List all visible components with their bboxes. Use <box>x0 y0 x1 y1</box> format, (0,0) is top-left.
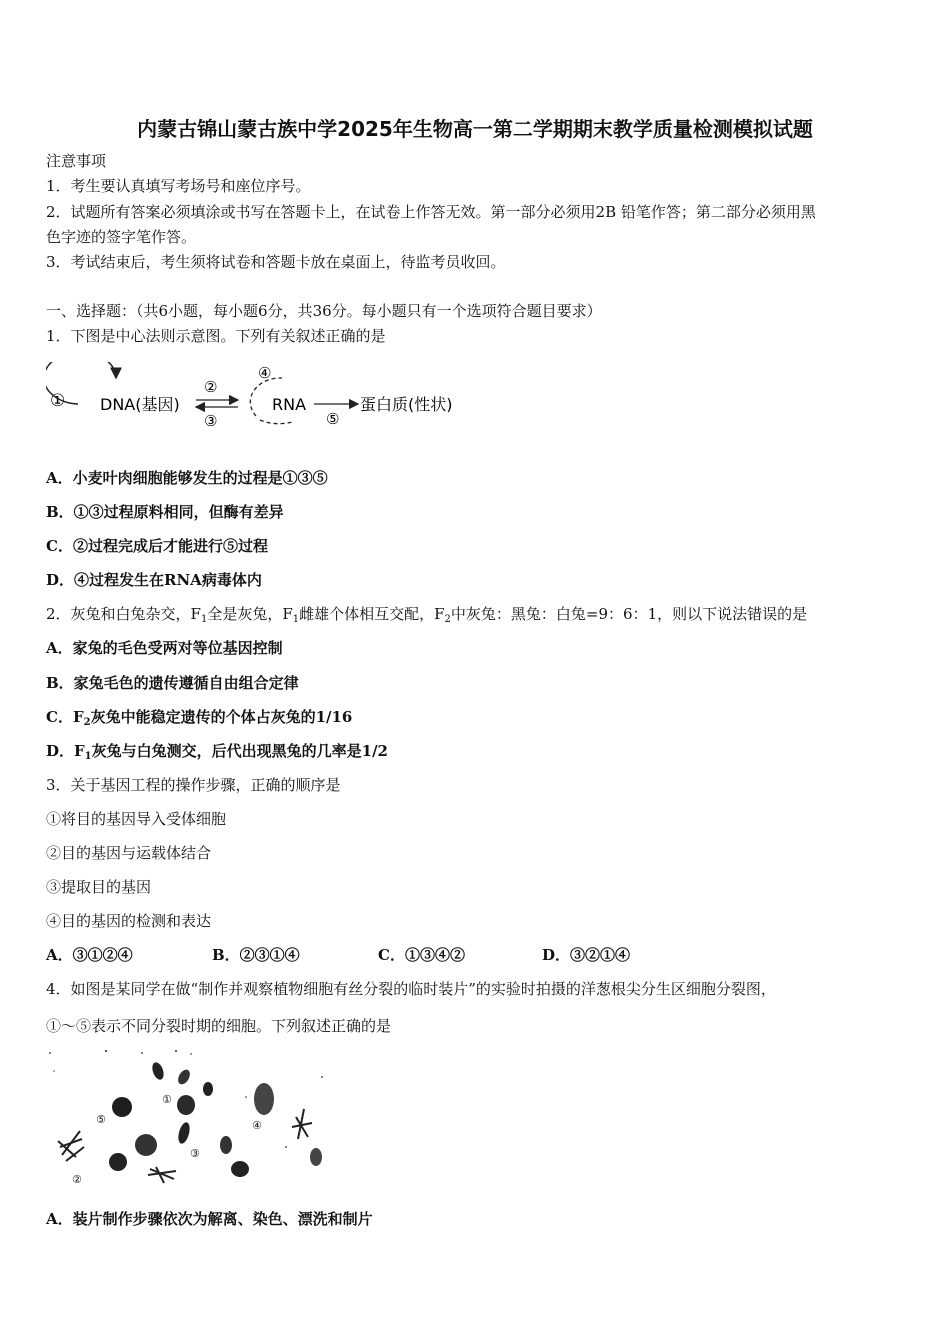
rna-replication-arrow-2 <box>260 420 292 424</box>
central-dogma-diagram <box>46 362 476 434</box>
q1-option-c: C．②过程完成后才能进行⑤过程 <box>46 537 268 555</box>
cell-label-1: ① <box>162 1093 172 1106</box>
q1-option-a: A．小麦叶肉细胞能够发生的过程是①③⑤ <box>46 469 328 487</box>
process-3-label: ③ <box>204 412 218 430</box>
q4-stem: 4．如图是某同学在做“制作并观察植物细胞有丝分裂的临时装片”的实验时拍摄的洋葱根尖分生区细胞分裂图， <box>46 980 776 998</box>
notice-item: 色字迹的签字笔作答。 <box>46 228 197 246</box>
process-5-label: ⑤ <box>326 410 340 428</box>
q2-stem: 2．灰兔和白兔杂交，$F_1$全是灰兔，$F_1$雌雄个体相互交配，$F_2$中灰兔：黑兔：白兔=9：6：1，则以下说法错误的是 <box>46 605 808 625</box>
q3-stem: 3．关于基因工程的操作步骤，正确的顺序是 <box>46 776 341 794</box>
q1-option-d: D．④过程发生在RNA病毒体内 <box>46 571 262 589</box>
cell-label-4: ④ <box>252 1119 262 1132</box>
q4-option-a: A．装片制作步骤依次为解离、染色、漂洗和制片 <box>46 1210 373 1228</box>
notice-item: 1．考生要认真填写考场号和座位序号。 <box>46 177 311 195</box>
q1-option-b: B．①③过程原料相同，但酶有差异 <box>46 503 284 521</box>
cell-label-3: ③ <box>190 1147 200 1160</box>
q3-step: ④目的基因的检测和表达 <box>46 912 212 930</box>
process-1-label: ① <box>50 391 66 411</box>
rna-label: RNA <box>272 395 307 414</box>
section-heading: 一、选择题：（共6小题，每小题6分，共36分。每小题只有一个选项符合题目要求） <box>46 302 602 320</box>
q3-option-c: C．①③④② <box>378 946 465 964</box>
q3-step: ②目的基因与运载体结合 <box>46 844 212 862</box>
q3-option-d: D．③②①④ <box>542 946 631 964</box>
page-title: 内蒙古锦山蒙古族中学2025年生物高一第二学期期末教学质量检测模拟试题 <box>137 117 813 141</box>
q2-option-b: B．家兔毛色的遗传遵循自由组合定律 <box>46 674 299 692</box>
notice-heading: 注意事项 <box>46 152 107 170</box>
q2-option-c: C．$F_2$灰兔中能稳定遗传的个体占灰兔的1/16 <box>46 708 353 728</box>
cell-label-5: ⑤ <box>96 1113 106 1126</box>
notice-item: 3．考试结束后，考生须将试卷和答题卡放在桌面上，待监考员收回。 <box>46 253 506 271</box>
protein-label: 蛋白质(性状) <box>360 395 453 414</box>
dna-label: DNA(基因) <box>100 395 180 414</box>
cell-label-2: ② <box>72 1173 82 1186</box>
q4-stem-cont: ①～⑤表示不同分裂时期的细胞。下列叙述正确的是 <box>46 1017 392 1035</box>
q3-option-a: A．③①②④ <box>46 946 133 964</box>
q2-option-a: A．家兔的毛色受两对等位基因控制 <box>46 639 283 657</box>
q2-option-d: D．$F_1$灰兔与白兔测交，后代出现黑兔的几率是1/2 <box>46 742 388 762</box>
onion-root-tip-micrograph <box>46 1047 326 1187</box>
process-2-label: ② <box>204 378 218 396</box>
process-4-label: ④ <box>258 364 272 382</box>
q3-step: ①将目的基因导入受体细胞 <box>46 810 227 828</box>
q3-step: ③提取目的基因 <box>46 878 152 896</box>
q1-stem: 1．下图是中心法则示意图。下列有关叙述正确的是 <box>46 327 386 345</box>
notice-item: 2．试题所有答案必须填涂或书写在答题卡上，在试卷上作答无效。第一部分必须用2B 铅笔作答；第二部分必须用黑 <box>46 203 816 221</box>
q3-option-b: B．②③①④ <box>212 946 300 964</box>
